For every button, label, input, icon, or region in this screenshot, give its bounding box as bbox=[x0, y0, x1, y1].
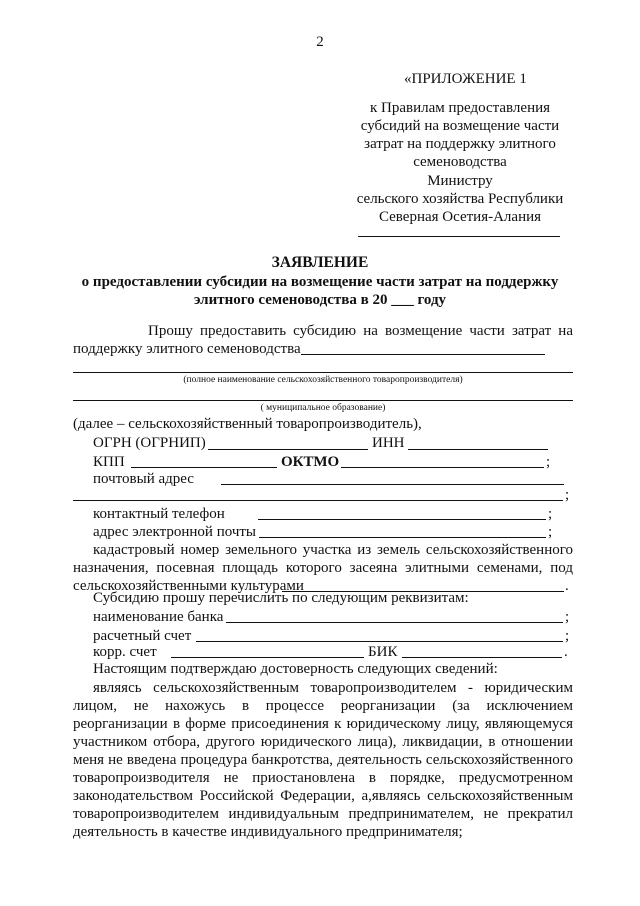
confirm-line: лицом, не нахожусь в процессе реорганизации (за исключением bbox=[73, 698, 573, 714]
caption-full-name: (полное наименование сельскохозяйственного товаропроизводителя) bbox=[183, 375, 463, 385]
blank-line bbox=[301, 354, 545, 355]
blank-line bbox=[73, 372, 573, 373]
recipient-line: Северная Осетия-Алания bbox=[378, 209, 542, 225]
oktmo-label: ОКТМО bbox=[281, 454, 340, 470]
postal-field[interactable] bbox=[221, 484, 564, 485]
appendix-title: «ПРИЛОЖЕНИЕ 1 bbox=[404, 71, 527, 87]
bank-name-label: наименование банка bbox=[93, 609, 224, 625]
document-subtitle: о предоставлении субсидии на возмещение части затрат на поддержку bbox=[81, 274, 559, 290]
phone-label: контактный телефон bbox=[93, 506, 225, 522]
confirm-line: товаропроизводителя не приостановлена в порядке, предусмотренном bbox=[73, 770, 573, 786]
kpp-label: КПП bbox=[93, 454, 125, 470]
ogrn-field[interactable] bbox=[208, 449, 368, 450]
confirm-line: меня не введена процедура банкротства, деятельность сельскохозяйственного bbox=[73, 752, 573, 768]
bank-intro: Субсидию прошу перечислить по следующим реквизитам: bbox=[93, 590, 469, 606]
cadastral-line: назначения, посевная площадь которого засеяна элитными семенами, под bbox=[73, 560, 573, 576]
email-label: адрес электронной почты bbox=[93, 524, 257, 540]
account-label: расчетный счет bbox=[93, 628, 192, 644]
confirm-line: товаропроизводителем индивидуальным предпринимателем, не прекратил bbox=[73, 806, 573, 822]
confirm-line: участником отбора, другого юридического лица), ликвидации, в отношении bbox=[73, 734, 573, 750]
semicolon: ; bbox=[548, 506, 553, 522]
confirm-line: деятельность в качестве индивидуального предпринимателя; bbox=[73, 824, 463, 840]
document-title: ЗАЯВЛЕНИЕ bbox=[271, 254, 369, 271]
recipient-line: Министру bbox=[427, 173, 493, 189]
page-number: 2 bbox=[316, 34, 324, 50]
hereinafter-text: (далее – сельскохозяйственный товаропроизводитель), bbox=[73, 416, 422, 432]
semicolon: ; bbox=[565, 487, 570, 503]
postal-label: почтовый адрес bbox=[93, 471, 194, 487]
phone-field[interactable] bbox=[258, 519, 546, 520]
semicolon: ; bbox=[565, 609, 570, 625]
confirm-line: реорганизации в форме присоединения к юридическому лицу, являющемуся bbox=[73, 716, 573, 732]
appendix-line: к Правилам предоставления bbox=[369, 100, 551, 116]
period: . bbox=[565, 578, 569, 594]
oktmo-field[interactable] bbox=[341, 467, 544, 468]
confirm-line: законодательством Российской Федерации, а,являясь сельскохозяйственным bbox=[73, 788, 573, 804]
bik-label: БИК bbox=[368, 644, 398, 660]
corr-account-field[interactable] bbox=[171, 657, 364, 658]
appendix-line: затрат на поддержку элитного bbox=[364, 136, 556, 152]
period: . bbox=[564, 644, 568, 660]
document-subtitle: элитного семеноводства в 20 ___ году bbox=[193, 292, 447, 308]
intro-line: Прошу предоставить субсидию на возмещение части затрат на bbox=[148, 323, 573, 339]
bik-field[interactable] bbox=[402, 657, 562, 658]
postal-field-2[interactable] bbox=[73, 500, 563, 501]
recipient-signature-line bbox=[358, 236, 560, 237]
inn-field[interactable] bbox=[408, 449, 548, 450]
appendix-line: семеноводства bbox=[413, 154, 507, 170]
intro-line: поддержку элитного семеноводства bbox=[73, 341, 301, 357]
cadastral-line: кадастровый номер земельного участка из земель сельскохозяйственного bbox=[93, 542, 573, 558]
caption-municipality: ( муниципальное образование) bbox=[260, 403, 386, 413]
confirm-intro: Настоящим подтверждаю достоверность следующих сведений: bbox=[93, 661, 498, 677]
account-field[interactable] bbox=[196, 641, 563, 642]
semicolon: ; bbox=[546, 454, 551, 470]
ogrn-label: ОГРН (ОГРНИП) bbox=[93, 435, 206, 451]
appendix-line: субсидий на возмещение части bbox=[360, 118, 560, 134]
email-field[interactable] bbox=[259, 537, 546, 538]
blank-line bbox=[73, 400, 573, 401]
bank-name-field[interactable] bbox=[226, 622, 563, 623]
semicolon: ; bbox=[565, 628, 570, 644]
recipient-line: сельского хозяйства Республики bbox=[356, 191, 564, 207]
semicolon: ; bbox=[548, 524, 553, 540]
inn-label: ИНН bbox=[372, 435, 405, 451]
cadastral-line: сельскохозяйственными культурами bbox=[73, 578, 304, 594]
confirm-line: являясь сельскохозяйственным товаропроизводителем - юридическим bbox=[93, 680, 573, 696]
kpp-field[interactable] bbox=[131, 467, 277, 468]
corr-account-label: корр. счет bbox=[93, 644, 157, 660]
